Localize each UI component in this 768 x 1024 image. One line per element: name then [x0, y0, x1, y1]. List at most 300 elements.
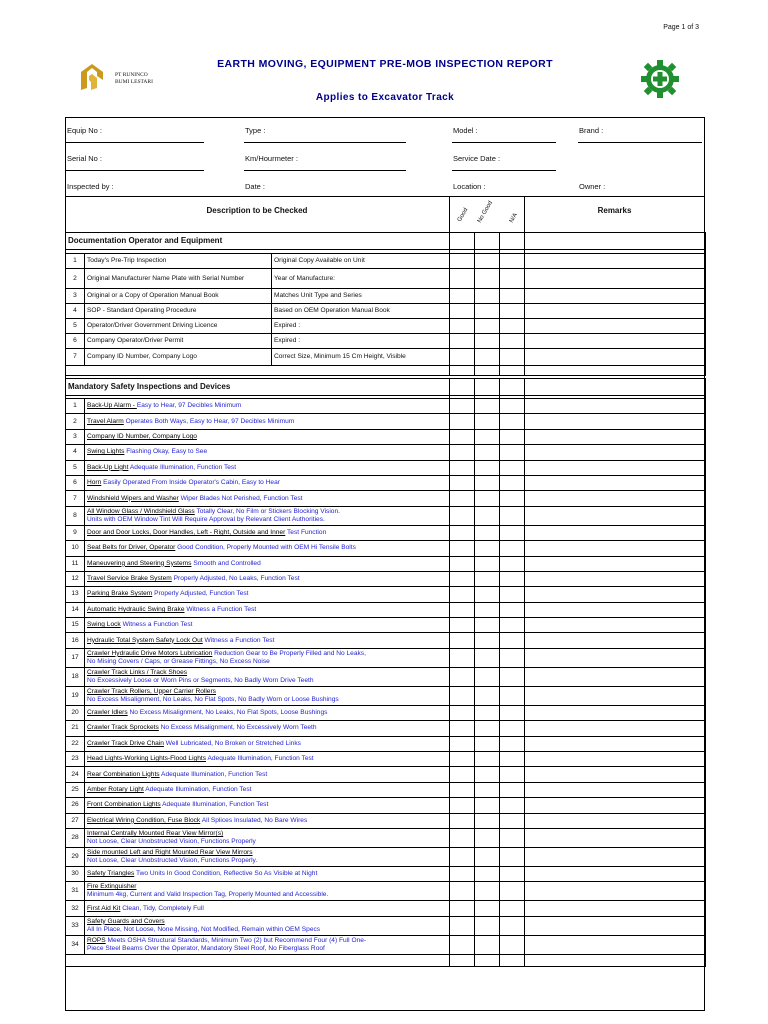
column-divider: [524, 196, 525, 232]
item-line: [87, 606, 447, 614]
item-description: Original or a Copy of Operation Manual Book: [85, 289, 272, 304]
no-good-checkbox[interactable]: [475, 648, 500, 667]
remarks-cell[interactable]: [525, 399, 706, 414]
remarks-cell[interactable]: [525, 916, 706, 935]
item-label: Seat Belts for Driver, Operator: [87, 544, 176, 552]
row-number: 7: [66, 491, 85, 506]
na-checkbox[interactable]: [500, 767, 525, 782]
item-line: [87, 575, 447, 583]
row-number: 7: [66, 349, 85, 366]
na-checkbox[interactable]: [500, 556, 525, 571]
remarks-cell[interactable]: [525, 587, 706, 602]
na-checkbox[interactable]: [500, 319, 525, 334]
no-good-checkbox[interactable]: [475, 882, 500, 901]
remarks-cell[interactable]: [525, 705, 706, 720]
no-good-checkbox[interactable]: [475, 429, 500, 444]
remarks-cell[interactable]: [525, 414, 706, 429]
remarks-cell[interactable]: [525, 506, 706, 525]
item-description: [85, 491, 450, 506]
item-detail: Totally Clear, No Film or Stickers Blocking Vision.: [196, 507, 340, 515]
no-good-checkbox[interactable]: [475, 289, 500, 304]
spacer-cell: [450, 366, 475, 376]
serial-no-field[interactable]: [66, 170, 204, 171]
remarks-cell[interactable]: [525, 556, 706, 571]
remarks-cell[interactable]: [525, 602, 706, 617]
no-good-checkbox[interactable]: [475, 506, 500, 525]
item-detail: Reduction Gear to Be Properly Filled and No Leaks,: [214, 649, 366, 657]
table-row: [66, 813, 706, 828]
item-detail: Adequate Illumination, Function Test: [207, 755, 314, 763]
documentation-section-title-row: [66, 233, 706, 250]
na-checkbox[interactable]: [500, 901, 525, 916]
table-row: [66, 506, 706, 525]
good-checkbox[interactable]: [450, 752, 475, 767]
item-line: [87, 918, 447, 926]
remarks-cell[interactable]: [525, 334, 706, 349]
item-line: [87, 883, 447, 891]
good-checkbox[interactable]: [450, 319, 475, 334]
check-criteria: Expired :: [272, 319, 450, 334]
item-label: Crawler Track Drive Chain: [87, 739, 164, 747]
no-good-checkbox[interactable]: [475, 618, 500, 633]
good-checkbox[interactable]: [450, 935, 475, 954]
item-detail-line2: No Excessively Loose or Worn Pins or Segments, No Badly Worn Drive Teeth: [87, 676, 314, 684]
good-checkbox[interactable]: [450, 445, 475, 460]
table-row: [66, 491, 706, 506]
good-checkbox[interactable]: [450, 705, 475, 720]
na-checkbox[interactable]: [500, 445, 525, 460]
row-number: 27: [66, 813, 85, 828]
na-checkbox[interactable]: [500, 571, 525, 586]
item-label: Crawler Idlers: [87, 709, 128, 717]
no-good-checkbox[interactable]: [475, 525, 500, 540]
no-good-checkbox[interactable]: [475, 847, 500, 866]
item-line: [87, 801, 447, 809]
item-detail-line2: No Excess Misalignment, No Leaks, No Flat Spots, No Badly Worn or Loose Bushings: [87, 695, 339, 703]
na-checkbox[interactable]: [500, 460, 525, 475]
good-checkbox[interactable]: [450, 587, 475, 602]
na-checkbox[interactable]: [500, 828, 525, 847]
item-line: [87, 688, 447, 696]
item-line: [87, 771, 447, 779]
remarks-cell[interactable]: [525, 736, 706, 751]
remarks-cell[interactable]: [525, 686, 706, 705]
item-detail: Test Function: [287, 528, 327, 536]
good-checkbox[interactable]: [450, 828, 475, 847]
item-description: [85, 399, 450, 414]
na-cell: [500, 233, 525, 250]
remarks-cell[interactable]: [525, 571, 706, 586]
na-checkbox[interactable]: [500, 721, 525, 736]
no-good-checkbox[interactable]: [475, 828, 500, 847]
na-checkbox[interactable]: [500, 705, 525, 720]
item-detail: All Splices Insulated, No Bare Wires: [201, 816, 308, 824]
remarks-cell[interactable]: [525, 721, 706, 736]
table-row: [66, 602, 706, 617]
remarks-cell[interactable]: [525, 491, 706, 506]
no-good-checkbox[interactable]: [475, 460, 500, 475]
no-good-checkbox[interactable]: [475, 399, 500, 414]
row-number: 2: [66, 269, 85, 289]
na-checkbox[interactable]: [500, 414, 525, 429]
na-checkbox[interactable]: [500, 866, 525, 881]
good-checkbox[interactable]: [450, 429, 475, 444]
remarks-cell[interactable]: [525, 935, 706, 954]
type-field[interactable]: [244, 142, 406, 143]
table-row: [66, 767, 706, 782]
na-checkbox[interactable]: [500, 491, 525, 506]
no-good-checkbox[interactable]: [475, 541, 500, 556]
no-good-checkbox[interactable]: [475, 269, 500, 289]
good-checkbox[interactable]: [450, 334, 475, 349]
row-number: 12: [66, 571, 85, 586]
model-label: Model :: [453, 126, 478, 135]
item-label: Travel Service Brake System: [87, 575, 172, 583]
table-row: [66, 736, 706, 751]
remarks-cell[interactable]: [525, 289, 706, 304]
item-line: [87, 621, 447, 629]
no-good-checkbox[interactable]: [475, 602, 500, 617]
item-line: [87, 418, 447, 426]
item-detail: Properly Adjusted, Function Test: [154, 590, 249, 598]
no-good-checkbox[interactable]: [475, 254, 500, 269]
na-checkbox[interactable]: [500, 334, 525, 349]
no-good-checkbox[interactable]: [475, 813, 500, 828]
remarks-cell[interactable]: [525, 541, 706, 556]
remarks-cell: [525, 233, 706, 250]
table-row: [66, 618, 706, 633]
item-description: Company ID Number, Company Logo: [85, 349, 272, 366]
good-checkbox[interactable]: [450, 798, 475, 813]
good-checkbox[interactable]: [450, 736, 475, 751]
no-good-checkbox[interactable]: [475, 736, 500, 751]
remarks-cell[interactable]: [525, 460, 706, 475]
item-label: Crawler Track Rollers, Upper Carrier Rollers: [87, 687, 216, 695]
row-number: 10: [66, 541, 85, 556]
na-checkbox[interactable]: [500, 399, 525, 414]
item-detail-line2: All In Place, Not Loose, None Missing, Not Modified, Remain within OEM Specs: [87, 925, 321, 933]
row-number: 19: [66, 686, 85, 705]
column-divider: [449, 196, 450, 232]
item-description: [85, 602, 450, 617]
na-checkbox[interactable]: [500, 736, 525, 751]
item-detail: No Excess Misalignment, No Leaks, No Flat Spots, Loose Bushings: [129, 709, 328, 717]
no-good-checkbox[interactable]: [475, 705, 500, 720]
item-label: All Window Glass / Windshield Glass: [87, 507, 195, 515]
item-description: [85, 828, 450, 847]
item-line: [87, 755, 447, 763]
good-checkbox[interactable]: [450, 721, 475, 736]
row-number: 26: [66, 798, 85, 813]
na-checkbox[interactable]: [500, 429, 525, 444]
item-description: [85, 686, 450, 705]
item-detail: Two Units In Good Condition, Reflective So As Visible at Night: [136, 870, 318, 878]
item-label: Fire Extinguisher: [87, 883, 137, 891]
na-checkbox[interactable]: [500, 349, 525, 366]
good-checkbox[interactable]: [450, 269, 475, 289]
table-row: [66, 648, 706, 667]
no-good-checkbox[interactable]: [475, 916, 500, 935]
item-line: [87, 830, 447, 838]
item-description: Original Manufacturer Name Plate with Serial Number: [85, 269, 272, 289]
item-description: Operator/Driver Government Driving Licence: [85, 319, 272, 334]
na-checkbox[interactable]: [500, 633, 525, 648]
item-detail: Smooth and Controlled: [193, 559, 261, 567]
no-good-checkbox[interactable]: [475, 767, 500, 782]
brand-field[interactable]: [578, 142, 702, 143]
good-checkbox[interactable]: [450, 525, 475, 540]
good-checkbox[interactable]: [450, 633, 475, 648]
item-detail: Witness a Function Test: [204, 636, 275, 644]
item-detail-line2: Units with OEM Window Tint Will Require Approval by Relevant Client Authorities.: [87, 515, 325, 523]
description-column-header: Description to be Checked: [206, 206, 308, 215]
na-checkbox[interactable]: [500, 475, 525, 490]
item-label: Door and Door Locks, Door Handles, Left - Right, Outside and Inner: [87, 528, 286, 536]
item-line: [87, 637, 447, 645]
good-checkbox[interactable]: [450, 506, 475, 525]
good-checkbox[interactable]: [450, 460, 475, 475]
table-row: [66, 935, 706, 954]
remarks-cell[interactable]: [525, 767, 706, 782]
good-checkbox[interactable]: [450, 349, 475, 366]
page-number: Page 1 of 3: [663, 24, 699, 31]
na-checkbox[interactable]: [500, 813, 525, 828]
no-good-checkbox[interactable]: [475, 475, 500, 490]
item-detail: Operates Both Ways, Easy to Hear, 97 Decibles Minimum: [125, 417, 295, 425]
item-label: Crawler Track Sprockets: [87, 724, 159, 732]
remarks-cell[interactable]: [525, 828, 706, 847]
good-checkbox[interactable]: [450, 782, 475, 797]
no-good-checkbox[interactable]: [475, 304, 500, 319]
table-row: [66, 429, 706, 444]
item-description: [85, 721, 450, 736]
good-checkbox[interactable]: [450, 667, 475, 686]
item-line: [87, 479, 447, 487]
item-detail: Flashing Okay, Easy to See: [126, 448, 208, 456]
no-good-checkbox[interactable]: [475, 633, 500, 648]
no-good-checkbox[interactable]: [475, 901, 500, 916]
item-line: [87, 433, 447, 441]
na-checkbox[interactable]: [500, 587, 525, 602]
no-good-checkbox[interactable]: [475, 414, 500, 429]
remarks-cell[interactable]: [525, 882, 706, 901]
spacer-cell: [475, 366, 500, 376]
na-checkbox[interactable]: [500, 667, 525, 686]
na-checkbox[interactable]: [500, 847, 525, 866]
item-line: [87, 709, 447, 717]
row-number: 11: [66, 556, 85, 571]
no-good-checkbox[interactable]: [475, 571, 500, 586]
equip-no-field[interactable]: [66, 142, 204, 143]
no-good-checkbox[interactable]: [475, 667, 500, 686]
row-number: 4: [66, 445, 85, 460]
item-label: Back-Up Light: [87, 463, 129, 471]
remarks-cell[interactable]: [525, 254, 706, 269]
item-description: [85, 475, 450, 490]
item-detail-line2: Not Loose, Clear Unobstructed Vision, Functions Properly: [87, 837, 256, 845]
item-description: [85, 414, 450, 429]
na-checkbox[interactable]: [500, 525, 525, 540]
remarks-cell[interactable]: [525, 618, 706, 633]
na-checkbox[interactable]: [500, 935, 525, 954]
no-good-checkbox[interactable]: [475, 935, 500, 954]
item-label: Windshield Wipers and Washer: [87, 494, 179, 502]
no-good-checkbox[interactable]: [475, 686, 500, 705]
good-checkbox[interactable]: [450, 916, 475, 935]
na-checkbox[interactable]: [500, 752, 525, 767]
row-number: 2: [66, 414, 85, 429]
remarks-cell[interactable]: [525, 901, 706, 916]
item-label: Crawler Hydraulic Drive Motors Lubrication: [87, 649, 213, 657]
na-checkbox[interactable]: [500, 602, 525, 617]
na-checkbox[interactable]: [500, 782, 525, 797]
good-checkbox[interactable]: [450, 686, 475, 705]
no-good-checkbox[interactable]: [475, 349, 500, 366]
km-hourmeter-field[interactable]: [244, 170, 406, 171]
no-good-checkbox[interactable]: [475, 319, 500, 334]
report-subtitle: Applies to Excavator Track: [315, 92, 455, 103]
good-checkbox[interactable]: [450, 648, 475, 667]
row-number: 24: [66, 767, 85, 782]
item-detail: Adequate Illumination, Function Test: [145, 786, 252, 793]
item-detail: Meets OSHA Structural Standards, Minimum Two (2) but Recommend Four (4) Full One-: [107, 936, 367, 944]
remarks-cell[interactable]: [525, 429, 706, 444]
no-good-checkbox[interactable]: [475, 721, 500, 736]
equip-no-label: Equip No :: [67, 126, 103, 135]
no-good-checkbox[interactable]: [475, 491, 500, 506]
remarks-cell[interactable]: [525, 752, 706, 767]
no-good-cell: [475, 379, 500, 396]
na-checkbox[interactable]: [500, 916, 525, 935]
na-checkbox[interactable]: [500, 289, 525, 304]
no-good-checkbox[interactable]: [475, 556, 500, 571]
good-checkbox[interactable]: [450, 813, 475, 828]
location-label: Location :: [453, 182, 486, 191]
row-number: 13: [66, 587, 85, 602]
na-checkbox[interactable]: [500, 882, 525, 901]
good-checkbox[interactable]: [450, 767, 475, 782]
remarks-cell[interactable]: [525, 475, 706, 490]
no-good-checkbox[interactable]: [475, 445, 500, 460]
na-checkbox[interactable]: [500, 269, 525, 289]
na-checkbox[interactable]: [500, 686, 525, 705]
safety-section-title: Mandatory Safety Inspections and Devices: [66, 379, 450, 396]
good-checkbox[interactable]: [450, 304, 475, 319]
no-good-checkbox[interactable]: [475, 752, 500, 767]
item-label: First Aid Kit: [87, 904, 121, 912]
service-date-label: Service Date :: [453, 154, 501, 163]
item-line: [87, 669, 447, 677]
na-checkbox[interactable]: [500, 506, 525, 525]
remarks-cell[interactable]: [525, 269, 706, 289]
good-checkbox[interactable]: [450, 491, 475, 506]
remarks-cell[interactable]: [525, 304, 706, 319]
item-detail: Adequate Illumination, Function Test: [162, 801, 269, 809]
na-checkbox[interactable]: [500, 648, 525, 667]
row-number: 1: [66, 254, 85, 269]
service-date-field[interactable]: [452, 170, 556, 171]
remarks-cell[interactable]: [525, 525, 706, 540]
good-checkbox[interactable]: [450, 541, 475, 556]
item-description: [85, 798, 450, 813]
remarks-cell[interactable]: [525, 319, 706, 334]
table-row: [66, 289, 706, 304]
km-hourmeter-label: Km/Hourmeter :: [245, 154, 298, 163]
good-checkbox[interactable]: [450, 399, 475, 414]
na-checkbox[interactable]: [500, 254, 525, 269]
item-description: [85, 571, 450, 586]
good-checkbox[interactable]: [450, 571, 475, 586]
item-line: [87, 724, 447, 732]
remarks-cell[interactable]: [525, 667, 706, 686]
good-checkbox[interactable]: [450, 866, 475, 881]
model-field[interactable]: [452, 142, 556, 143]
spacer-cell: [500, 366, 525, 376]
remarks-cell[interactable]: [525, 782, 706, 797]
good-checkbox[interactable]: [450, 414, 475, 429]
remarks-cell[interactable]: [525, 633, 706, 648]
no-good-checkbox[interactable]: [475, 587, 500, 602]
table-row: [66, 901, 706, 916]
item-detail: Wiper Blades Not Perished, Function Test: [180, 494, 303, 502]
spacer-cell: [66, 366, 450, 376]
good-checkbox[interactable]: [450, 556, 475, 571]
na-checkbox[interactable]: [500, 618, 525, 633]
good-checkbox[interactable]: [450, 618, 475, 633]
item-line: [87, 905, 447, 913]
item-label: Rear Combination Lights: [87, 770, 160, 778]
item-line: [87, 937, 447, 945]
item-line: [87, 402, 447, 410]
no-good-checkbox[interactable]: [475, 798, 500, 813]
good-checkbox[interactable]: [450, 475, 475, 490]
good-checkbox[interactable]: [450, 254, 475, 269]
table-row: [66, 445, 706, 460]
na-checkbox[interactable]: [500, 541, 525, 556]
good-checkbox[interactable]: [450, 847, 475, 866]
good-checkbox[interactable]: [450, 882, 475, 901]
row-number: 8: [66, 506, 85, 525]
table-row: [66, 414, 706, 429]
remarks-cell[interactable]: [525, 648, 706, 667]
table-row: [66, 752, 706, 767]
row-number: 30: [66, 866, 85, 881]
no-good-checkbox[interactable]: [475, 334, 500, 349]
na-checkbox[interactable]: [500, 304, 525, 319]
remarks-cell[interactable]: [525, 847, 706, 866]
row-number: 6: [66, 475, 85, 490]
good-checkbox[interactable]: [450, 901, 475, 916]
remarks-cell[interactable]: [525, 445, 706, 460]
good-checkbox[interactable]: [450, 289, 475, 304]
no-good-checkbox[interactable]: [475, 866, 500, 881]
remarks-cell[interactable]: [525, 798, 706, 813]
no-good-checkbox[interactable]: [475, 782, 500, 797]
remarks-cell[interactable]: [525, 813, 706, 828]
na-checkbox[interactable]: [500, 798, 525, 813]
item-label: Parking Brake System: [87, 590, 153, 598]
spacer-cell: [450, 954, 475, 966]
item-description: [85, 541, 450, 556]
table-row: [66, 686, 706, 705]
item-line: [87, 560, 447, 568]
item-label: Hydraulic Total System Safety Lock Out: [87, 636, 203, 644]
company-name-line2: BUMI LESTARI: [115, 79, 153, 85]
remarks-cell[interactable]: [525, 866, 706, 881]
spacer-cell: [525, 366, 706, 376]
good-checkbox[interactable]: [450, 602, 475, 617]
remarks-cell[interactable]: [525, 349, 706, 366]
